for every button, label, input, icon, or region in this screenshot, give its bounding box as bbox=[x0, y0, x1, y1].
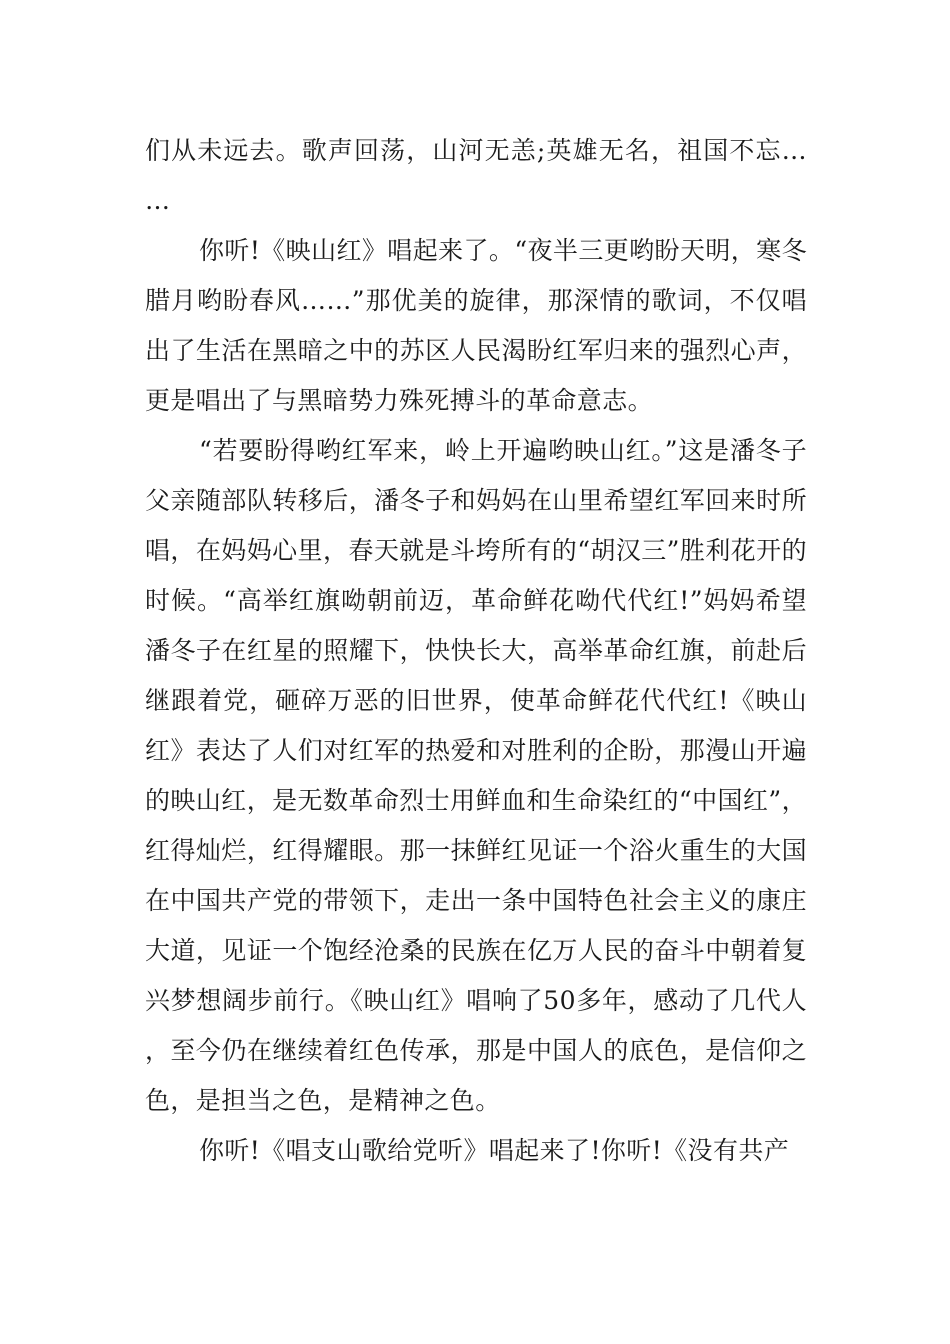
document-page bbox=[145, 126, 807, 1176]
paragraph-yingshanhong-meaning: “若要盼得哟红军来，岭上开遍哟映山红。”这是潘冬子父亲随部队转移后，潘冬子和妈妈在山里希望红军回来时所唱，在妈妈心里，春天就是斗垮所有的“胡汉三”胜利花开的时候。“高举红旗呦朝前迈，革命鲜花呦代代红!”妈妈希望潘冬子在红星的照耀下，快快长大，高举革命红旗，前赴后继跟着党，砸碎万恶的旧世界，使革命鲜花代代红!《映山红》表达了人们对红军的热爱和对胜利的企盼，那漫山开遍的映山红，是无数革命烈士用鲜血和生命染红的“中国红”，红得灿烂，红得耀眼。那一抹鲜红见证一个浴火重生的大国在中国共产党的带领下，走出一条中国特色社会主义的康庄大道，见证一个饱经沧桑的民族在亿万人民的奋斗中朝着复兴梦想阔步前行。《映山红》唱响了50多年，感动了几代人，至今仍在继续着红色传承，那是中国人的底色，是信仰之色，是担当之色，是精神之色。 bbox=[145, 436, 807, 1115]
paragraph-song-for-party: 你听!《唱支山歌给党听》唱起来了!你听!《没有共产 bbox=[199, 1136, 790, 1165]
paragraph-yingshanhong-intro: 你听!《映山红》唱起来了。“夜半三更哟盼天明，寒冬腊月哟盼春风……”那优美的旋律，那深情的歌词，不仅唱出了生活在黑暗之中的苏区人民渴盼红军归来的强烈心声，更是唱出了与黑暗势力殊死搏斗的革命意志。 bbox=[145, 236, 807, 415]
paragraph-continuation: 们从未远去。歌声回荡，山河无恙;英雄无名，祖国不忘…… bbox=[145, 136, 807, 215]
